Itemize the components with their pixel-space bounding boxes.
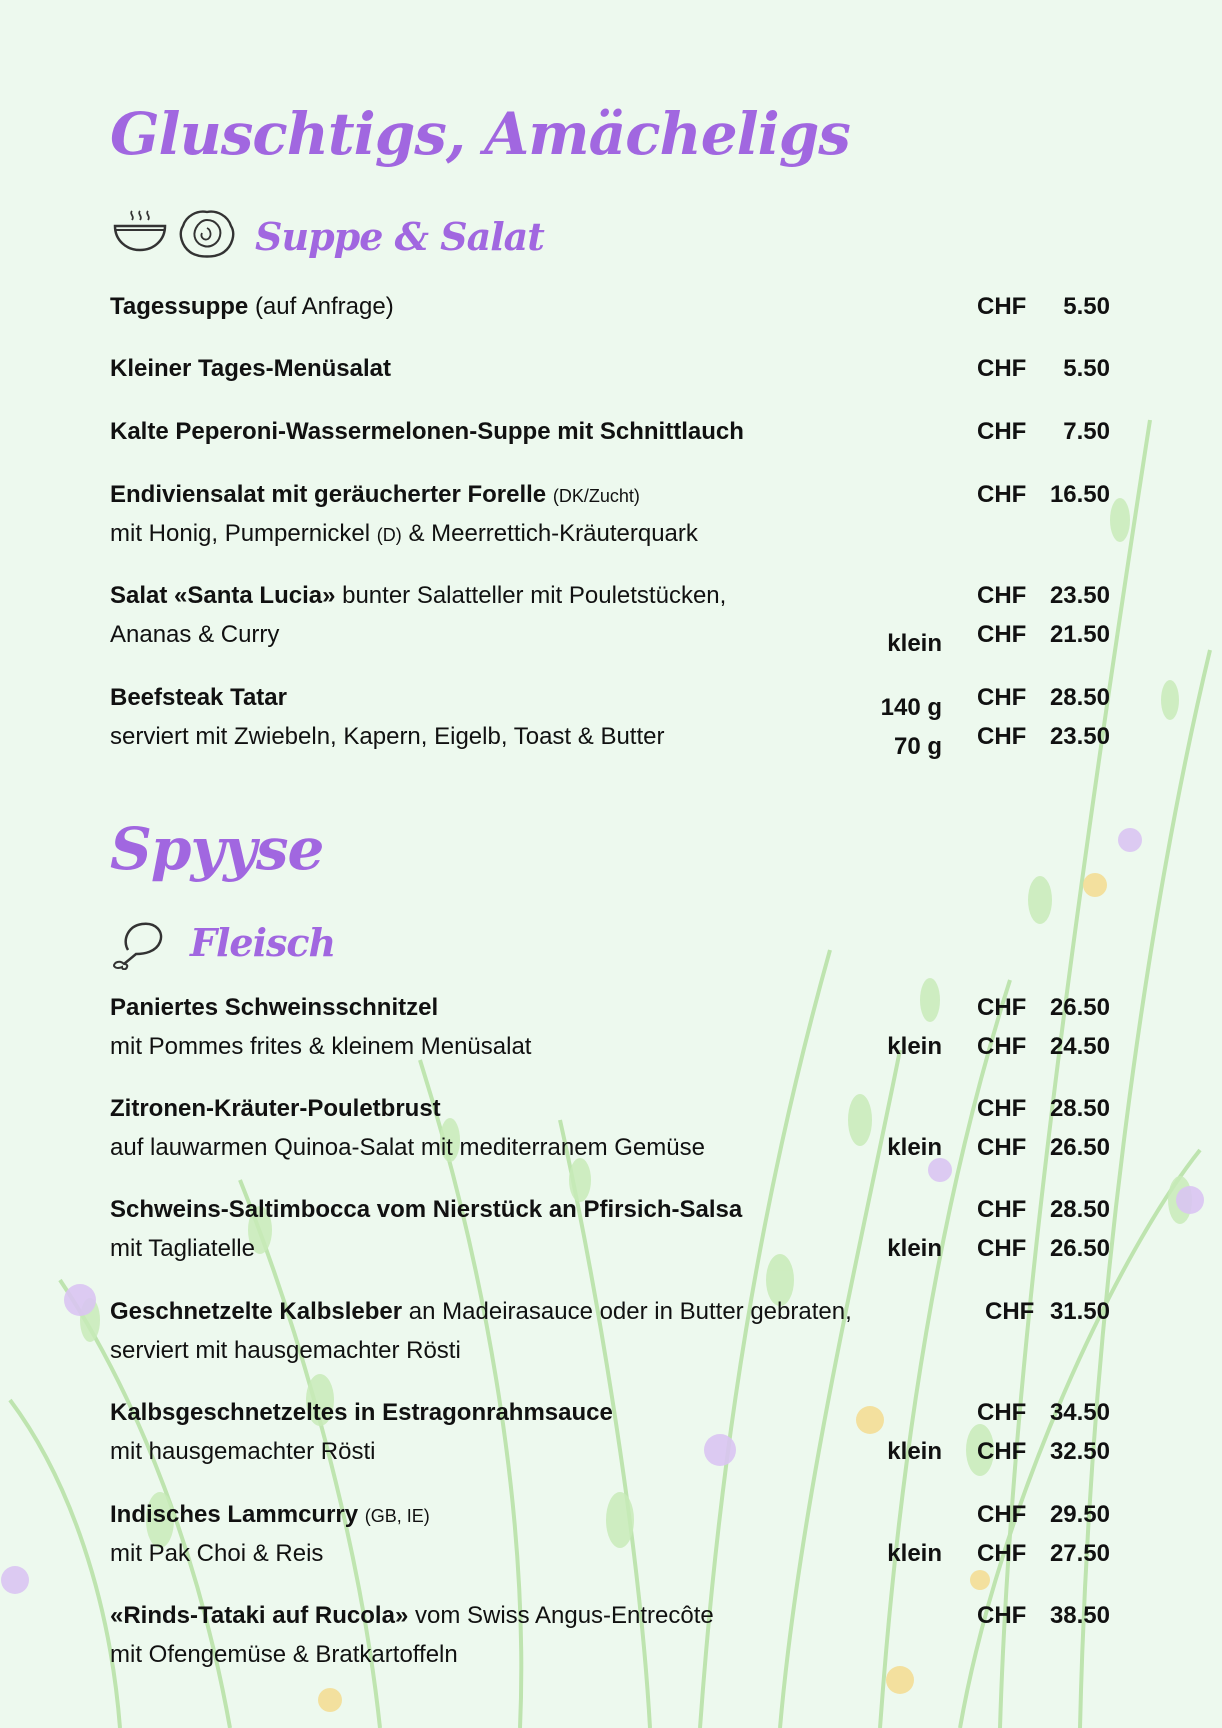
- menu-item: [110, 480, 1110, 560]
- item-currency: CHF: [977, 1540, 1027, 1567]
- section-subtitle-fleisch: Fleisch: [190, 920, 336, 965]
- item-currency: CHF: [977, 582, 1027, 609]
- item-name: Kalte Peperoni-Wassermelonen-Suppe mit Schnittlauch: [110, 418, 744, 445]
- item-name: Tagessuppe: [110, 293, 249, 320]
- item-note: (GB, IE): [364, 1506, 430, 1526]
- item-note: (D): [376, 525, 402, 545]
- item-description: mit Honig, Pumpernickel: [110, 520, 371, 547]
- item-size: 70 g: [893, 733, 942, 760]
- item-currency: CHF: [977, 293, 1027, 320]
- item-price: 26.50: [1049, 1235, 1110, 1262]
- item-currency: CHF: [977, 723, 1027, 750]
- item-note: (auf Anfrage): [254, 293, 394, 320]
- item-currency: CHF: [977, 1196, 1027, 1223]
- item-price: 5.50: [1063, 355, 1110, 382]
- item-price: 31.50: [1049, 1298, 1110, 1325]
- item-price: 28.50: [1049, 1095, 1110, 1122]
- section-title-gluschtigs: Gluschtigs, Amächeligs: [110, 100, 850, 168]
- item-currency: CHF: [977, 481, 1027, 508]
- item-price: 28.50: [1049, 684, 1110, 711]
- item-description: bunter Salatteller mit Pouletstücken,: [342, 582, 727, 609]
- item-description: auf lauwarmen Quinoa-Salat mit mediterranem Gemüse: [110, 1134, 705, 1161]
- item-description: mit Pommes frites & kleinem Menüsalat: [110, 1033, 532, 1060]
- item-price: 7.50: [1063, 418, 1110, 445]
- menu-item: [110, 581, 1110, 661]
- item-currency: CHF: [977, 418, 1027, 445]
- item-currency: CHF: [985, 1298, 1035, 1325]
- item-name: Kleiner Tages-Menüsalat: [110, 355, 391, 382]
- item-price: 28.50: [1049, 1196, 1110, 1223]
- item-price: 16.50: [1049, 481, 1110, 508]
- item-currency: CHF: [977, 684, 1027, 711]
- item-currency: CHF: [977, 1033, 1027, 1060]
- item-currency: CHF: [977, 1134, 1027, 1161]
- menu-item: [110, 1398, 1110, 1478]
- menu-item: [110, 1601, 1110, 1681]
- item-description: Ananas & Curry: [110, 621, 280, 648]
- menu-item: [110, 683, 1110, 763]
- lettuce-icon: [178, 208, 236, 260]
- item-price: 24.50: [1049, 1033, 1110, 1060]
- item-currency: CHF: [977, 355, 1027, 382]
- item-name: Indisches Lammcurry: [110, 1501, 359, 1528]
- item-price: 27.50: [1049, 1540, 1110, 1567]
- chicken-leg-icon: [108, 920, 166, 970]
- item-name: Salat «Santa Lucia»: [110, 582, 336, 609]
- item-currency: CHF: [977, 1095, 1027, 1122]
- item-description: serviert mit Zwiebeln, Kapern, Eigelb, Toast & Butter: [110, 723, 665, 750]
- item-description: vom Swiss Angus-Entrecôte: [414, 1602, 714, 1629]
- item-size: klein: [887, 1235, 942, 1262]
- menu-item: [110, 1500, 1110, 1580]
- item-price: 23.50: [1049, 582, 1110, 609]
- item-name: Beefsteak Tatar: [110, 684, 287, 711]
- item-description: serviert mit hausgemachter Rösti: [110, 1337, 461, 1364]
- item-description: mit Ofengemüse & Bratkartoffeln: [110, 1641, 458, 1668]
- item-name: Geschnetzelte Kalbsleber: [110, 1298, 403, 1325]
- item-name: Schweins-Saltimbocca vom Nierstück an Pfirsich-Salsa: [110, 1196, 743, 1223]
- item-size: 140 g: [880, 694, 942, 721]
- menu-item: [110, 1297, 1110, 1377]
- item-price: 5.50: [1063, 293, 1110, 320]
- item-currency: CHF: [977, 1399, 1027, 1426]
- item-price: 34.50: [1049, 1399, 1110, 1426]
- item-description: mit Tagliatelle: [110, 1235, 255, 1262]
- item-currency: CHF: [977, 994, 1027, 1021]
- item-name: Paniertes Schweinsschnitzel: [110, 994, 439, 1021]
- item-size: klein: [887, 1438, 942, 1465]
- item-description: & Meerrettich-Kräuterquark: [408, 520, 698, 547]
- soup-bowl-icon: [112, 208, 170, 256]
- item-name: Kalbsgeschnetzeltes in Estragonrahmsauce: [110, 1399, 613, 1426]
- item-price: 21.50: [1049, 621, 1110, 648]
- item-size: klein: [887, 1540, 942, 1567]
- item-description: mit Pak Choi & Reis: [110, 1540, 324, 1567]
- item-currency: CHF: [977, 1235, 1027, 1262]
- menu-item: [110, 1195, 1110, 1275]
- item-price: 26.50: [1049, 994, 1110, 1021]
- item-currency: CHF: [977, 1438, 1027, 1465]
- menu-item: [110, 1094, 1110, 1174]
- item-currency: CHF: [977, 621, 1027, 648]
- item-size: klein: [887, 1033, 942, 1060]
- item-price: 26.50: [1049, 1134, 1110, 1161]
- item-price: 32.50: [1049, 1438, 1110, 1465]
- item-note: (DK/Zucht): [552, 486, 640, 506]
- item-name: Endiviensalat mit geräucherter Forelle: [110, 481, 547, 508]
- section-subtitle-suppe-salat: Suppe & Salat: [255, 214, 544, 259]
- item-description: mit hausgemachter Rösti: [110, 1438, 376, 1465]
- item-price: 23.50: [1049, 723, 1110, 750]
- item-size: klein: [887, 630, 942, 657]
- item-description: an Madeirasauce oder in Butter gebraten,: [408, 1298, 852, 1325]
- item-size: klein: [887, 1134, 942, 1161]
- section-title-spyyse: Spyyse: [110, 815, 324, 883]
- item-currency: CHF: [977, 1602, 1027, 1629]
- item-name: «Rinds-Tataki auf Rucola»: [110, 1602, 409, 1629]
- item-currency: CHF: [977, 1501, 1027, 1528]
- item-price: 38.50: [1049, 1602, 1110, 1629]
- item-name: Zitronen-Kräuter-Pouletbrust: [110, 1095, 441, 1122]
- item-price: 29.50: [1049, 1501, 1110, 1528]
- menu-item: [110, 993, 1110, 1073]
